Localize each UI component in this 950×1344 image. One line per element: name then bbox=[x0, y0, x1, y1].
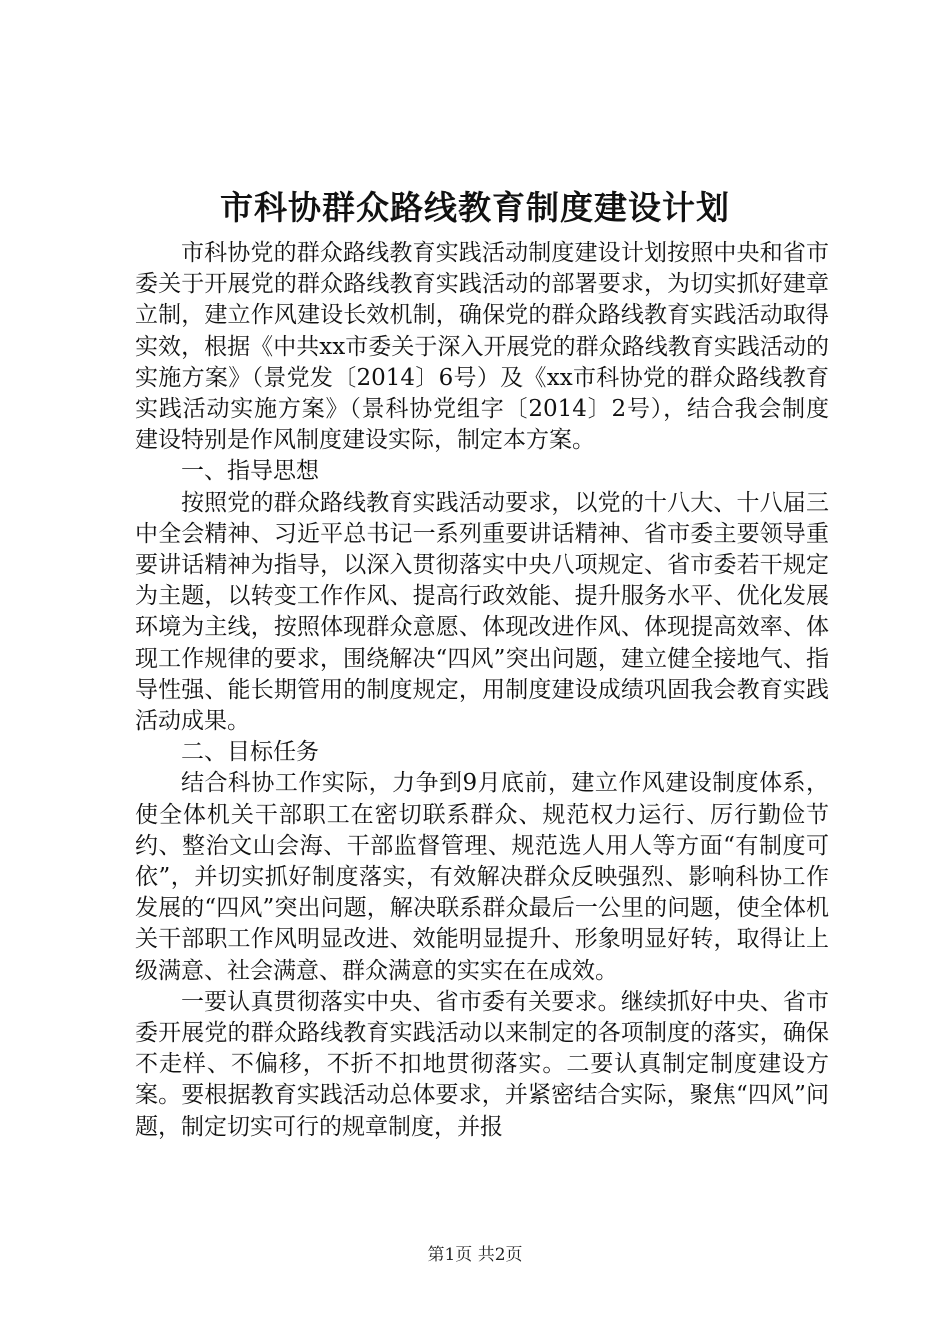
page-number-footer: 第1页 共2页 bbox=[427, 1245, 523, 1265]
paragraph-goals: 结合科协工作实际，力争到9月底前，建立作风建设制度体系，使全体机关干部职工在密切联系群众、规范权力运行、厉行勤俭节约、整治文山会海、干部监督管理、规范选人用人等方面“有制度可依”，并切实抓好制度落实，有效解决群众反映强烈、影响科协工作发展的“四风”突出问题，解决联系群众最后一公里的问题，使全体机关干部职工作风明显改进、效能明显提升、形象明显好转，取得让上级满意、社会满意、群众满意的实实在在成效。 bbox=[135, 770, 829, 984]
document-body bbox=[135, 238, 829, 1143]
paragraph-guiding-thought: 按照党的群众路线教育实践活动要求，以党的十八大、十八届三中全会精神、习近平总书记一系列重要讲话精神、省市委主要领导重要讲话精神为指导，以深入贯彻落实中央八项规定、省市委若干规定为主题，以转变工作作风、提高行政效能、提升服务水平、优化发展环境为主线，按照体现群众意愿、体现改进作风、体现提高效率、体现工作规律的要求，围绕解决“四风”突出问题，建立健全接地气、指导性强、能长期管用的制度规定，用制度建设成绩巩固我会教育实践活动成果。 bbox=[135, 489, 829, 735]
paragraph-intro: 市科协党的群众路线教育实践活动制度建设计划按照中央和省市委关于开展党的群众路线教育实践活动的部署要求，为切实抓好建章立制，建立作风建设长效机制，确保党的群众路线教育实践活动取得实效，根据《中共xx市委关于深入开展党的群众路线教育实践活动的实施方案》（景党发〔2014〕6号）及《xx市科协党的群众路线教育实践活动实施方案》（景科协党组字〔2014〕2号），结合我会制度建设特别是作风制度建设实际，制定本方案。 bbox=[135, 240, 829, 454]
paragraph-requirements: 一要认真贯彻落实中央、省市委有关要求。继续抓好中央、省市委开展党的群众路线教育实践活动以来制定的各项制度的落实，确保不走样、不偏移，不折不扣地贯彻落实。二要认真制定制度建设方案。要根据教育实践活动总体要求，并紧密结合实际，聚焦“四风”问题，制定切实可行的规章制度，并报 bbox=[135, 988, 829, 1140]
document-title: 市科协群众路线教育制度建设计划 bbox=[220, 188, 730, 227]
section-heading-guiding-thought: 一、指导思想 bbox=[181, 458, 319, 485]
section-heading-goals: 二、目标任务 bbox=[181, 739, 319, 766]
